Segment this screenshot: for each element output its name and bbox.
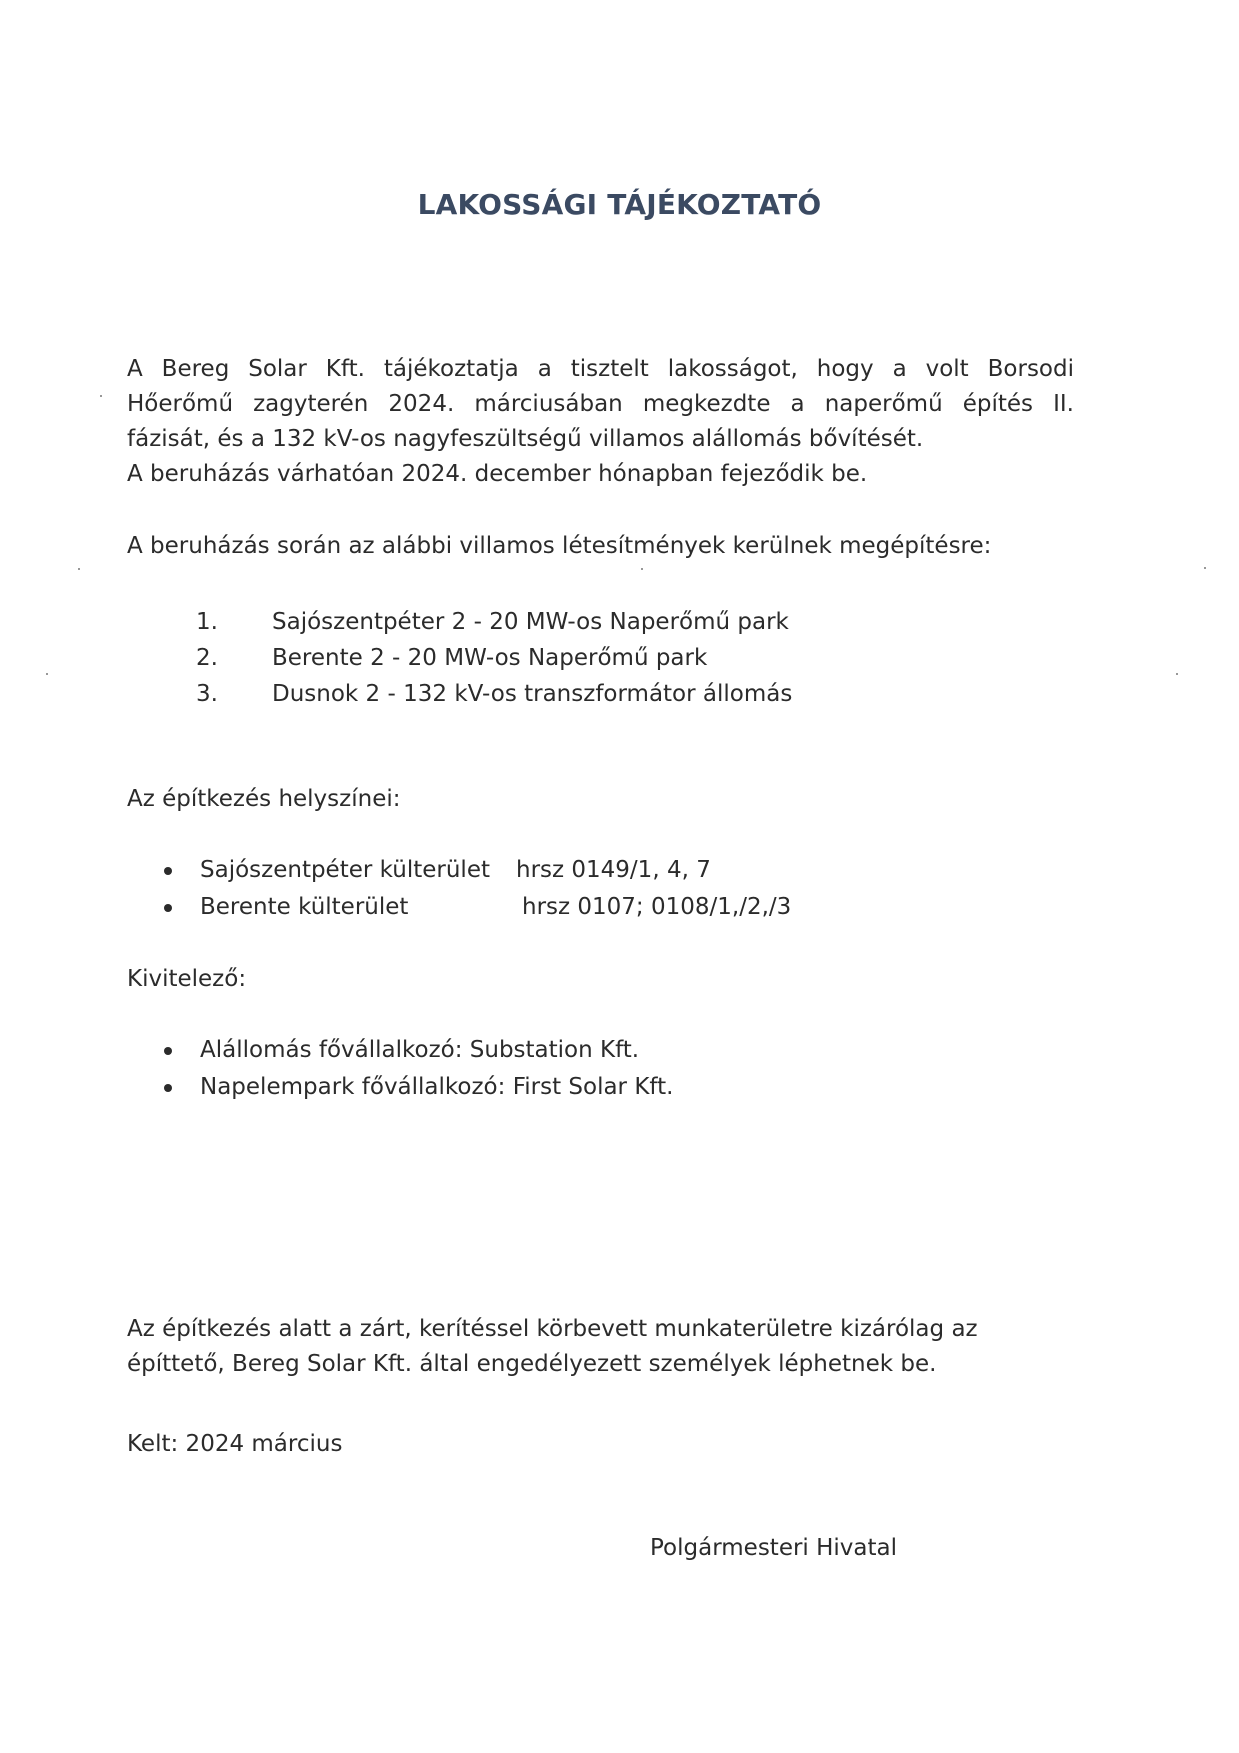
locations-heading: Az építkezés helyszínei: bbox=[127, 786, 401, 812]
location-hrsz: hrsz 0107; 0108/1,/2,/3 bbox=[522, 894, 792, 920]
intro-paragraph bbox=[127, 352, 1074, 492]
scan-speck bbox=[46, 673, 48, 675]
contractor-item: Napelempark fővállalkozó: First Solar Kft. bbox=[200, 1074, 674, 1100]
list-item bbox=[196, 676, 792, 712]
facilities-list bbox=[196, 604, 792, 712]
closing-line: építtető, Bereg Solar Kft. által engedélyezett személyek léphetnek be. bbox=[127, 1351, 937, 1377]
list-item bbox=[196, 604, 792, 640]
bullet-icon bbox=[164, 1047, 172, 1055]
contractor-heading: Kivitelező: bbox=[127, 966, 247, 992]
scan-speck bbox=[1204, 567, 1206, 569]
bullet-icon bbox=[164, 867, 172, 875]
scan-speck bbox=[100, 395, 102, 397]
intro-line: Hőerőmű zagyterén 2024. márciusában megkezdte a naperőmű építés II. bbox=[127, 391, 1074, 417]
intro-line: fázisát, és a 132 kV-os nagyfeszültségű villamos alállomás bővítését. bbox=[127, 426, 924, 452]
location-place: Berente külterület bbox=[200, 894, 409, 920]
closing-paragraph bbox=[127, 1312, 978, 1382]
list-item-number: 2. bbox=[196, 645, 218, 671]
intro-line: A beruházás várhatóan 2024. december hónapban fejeződik be. bbox=[127, 461, 868, 487]
contractor-item: Alállomás fővállalkozó: Substation Kft. bbox=[200, 1037, 640, 1063]
list-item-number: 3. bbox=[196, 681, 218, 707]
list-item bbox=[196, 640, 792, 676]
page-title: LAKOSSÁGI TÁJÉKOZTATÓ bbox=[417, 188, 822, 221]
location-place: Sajószentpéter külterület bbox=[200, 857, 490, 883]
list-item-text: Berente 2 - 20 MW-os Naperőmű park bbox=[272, 645, 708, 671]
list-item-text: Sajószentpéter 2 - 20 MW-os Naperőmű park bbox=[272, 609, 789, 635]
facilities-intro: A beruházás során az alábbi villamos létesítmények kerülnek megépítésre: bbox=[127, 533, 992, 559]
scan-speck bbox=[641, 568, 643, 570]
bullet-icon bbox=[164, 1084, 172, 1092]
list-item-number: 1. bbox=[196, 609, 218, 635]
scan-speck bbox=[1176, 673, 1178, 675]
signature: Polgármesteri Hivatal bbox=[650, 1535, 898, 1561]
document-date: Kelt: 2024 március bbox=[127, 1431, 343, 1457]
bullet-icon bbox=[164, 904, 172, 912]
intro-line: A Bereg Solar Kft. tájékoztatja a tisztelt lakosságot, hogy a volt Borsodi bbox=[127, 356, 1074, 382]
location-hrsz: hrsz 0149/1, 4, 7 bbox=[516, 857, 711, 883]
closing-line: Az építkezés alatt a zárt, kerítéssel körbevett munkaterületre kizárólag az bbox=[127, 1316, 978, 1342]
list-item-text: Dusnok 2 - 132 kV-os transzformátor állomás bbox=[272, 681, 793, 707]
scan-speck bbox=[78, 568, 80, 570]
